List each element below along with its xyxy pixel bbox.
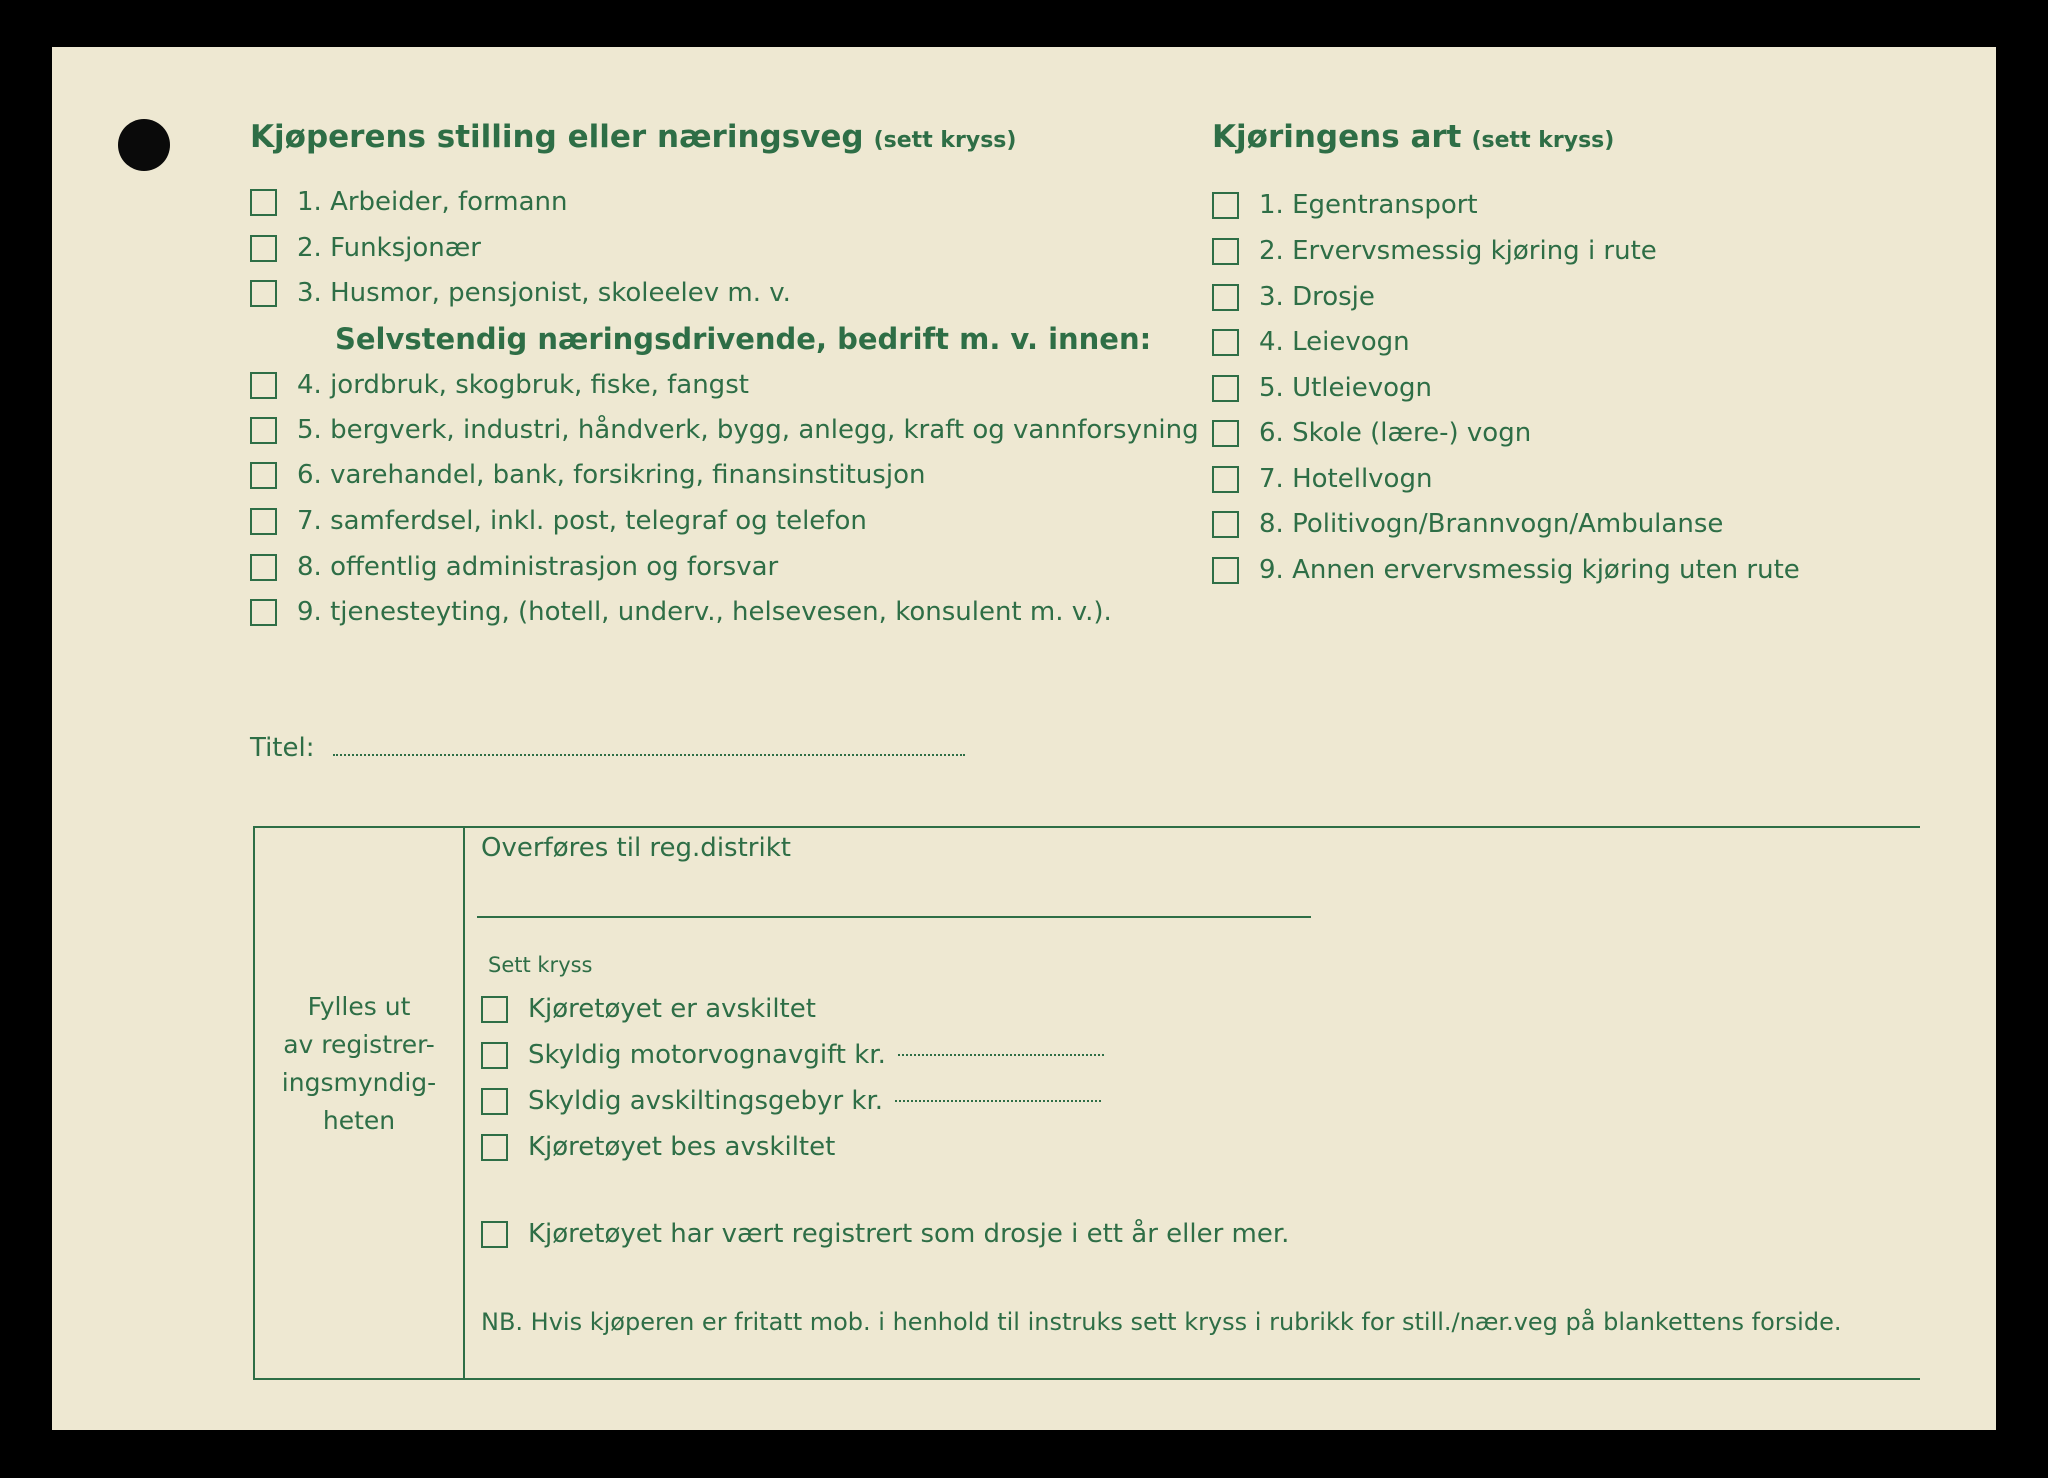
checkbox[interactable] bbox=[481, 996, 508, 1023]
box-divider bbox=[463, 828, 465, 1378]
checkbox[interactable] bbox=[1212, 511, 1239, 538]
option-label: 8. Politivogn/Brannvogn/Ambulanse bbox=[1259, 509, 1724, 539]
authority-option-motorvognavgift[interactable] bbox=[481, 1040, 1104, 1070]
buyer-occupation-title-text: Kjøperens stilling eller næringsveg bbox=[250, 119, 864, 155]
checkbox[interactable] bbox=[250, 508, 277, 535]
option-label: 6. Skole (lære-) vogn bbox=[1259, 418, 1532, 448]
driving-type-title bbox=[1212, 119, 1614, 155]
option-label: Kjøretøyet er avskiltet bbox=[528, 994, 816, 1024]
checkbox[interactable] bbox=[250, 417, 277, 444]
checkbox[interactable] bbox=[481, 1088, 508, 1115]
driving-type-title-text: Kjøringens art bbox=[1212, 119, 1462, 155]
option-label: 2. Ervervsmessig kjøring i rute bbox=[1259, 236, 1657, 266]
option-label: 9. Annen ervervsmessig kjøring uten rute bbox=[1259, 555, 1800, 585]
self-employed-subheading: Selvstendig næringsdrivende, bedrift m. v. innen: bbox=[335, 322, 1152, 356]
option-label: 8. offentlig administrasjon og forsvar bbox=[297, 552, 779, 582]
option-label: 5. bergverk, industri, håndverk, bygg, anlegg, kraft og vannforsyning bbox=[297, 415, 1199, 445]
checkbox[interactable] bbox=[1212, 557, 1239, 584]
occupation-option-6[interactable] bbox=[250, 460, 925, 490]
sett-kryss-label: Sett kryss bbox=[488, 953, 593, 977]
driving-option-2[interactable] bbox=[1212, 236, 1657, 266]
option-label: 3. Drosje bbox=[1259, 282, 1375, 312]
occupation-option-5[interactable] bbox=[250, 415, 1199, 445]
option-label: 1. Arbeider, formann bbox=[297, 187, 568, 217]
option-label: Skyldig motorvognavgift kr. bbox=[528, 1040, 886, 1070]
option-label: 9. tjenesteyting, (hotell, underv., helsevesen, konsulent m. v.). bbox=[297, 597, 1112, 627]
occupation-option-3[interactable] bbox=[250, 278, 791, 308]
option-label: 4. Leievogn bbox=[1259, 327, 1410, 357]
checkbox[interactable] bbox=[481, 1134, 508, 1161]
option-label: Skyldig avskiltingsgebyr kr. bbox=[528, 1086, 884, 1116]
transfer-district-line[interactable] bbox=[477, 916, 1311, 918]
occupation-option-7[interactable] bbox=[250, 506, 867, 536]
authority-option-avskiltingsgebyr[interactable] bbox=[481, 1086, 1101, 1116]
checkbox[interactable] bbox=[481, 1221, 508, 1248]
option-label: 7. samferdsel, inkl. post, telegraf og telefon bbox=[297, 506, 867, 536]
authority-option-drosje[interactable] bbox=[481, 1219, 1289, 1249]
checkbox[interactable] bbox=[250, 372, 277, 399]
checkbox[interactable] bbox=[1212, 375, 1239, 402]
authority-label-line: av registrer- bbox=[283, 1030, 435, 1059]
checkbox[interactable] bbox=[250, 189, 277, 216]
driving-option-9[interactable] bbox=[1212, 555, 1800, 585]
checkbox[interactable] bbox=[1212, 192, 1239, 219]
option-label: 5. Utleievogn bbox=[1259, 373, 1433, 403]
occupation-option-9[interactable] bbox=[250, 597, 1112, 627]
checkbox[interactable] bbox=[250, 554, 277, 581]
checkbox[interactable] bbox=[1212, 284, 1239, 311]
driving-type-hint: (sett kryss) bbox=[1471, 128, 1615, 153]
authority-option-bes-avskiltet[interactable] bbox=[481, 1132, 835, 1162]
driving-option-1[interactable] bbox=[1212, 190, 1478, 220]
driving-option-4[interactable] bbox=[1212, 327, 1410, 357]
authority-label bbox=[255, 988, 463, 1140]
occupation-option-1[interactable] bbox=[250, 187, 568, 217]
option-label: 2. Funksjonær bbox=[297, 233, 481, 263]
punch-hole bbox=[118, 119, 170, 171]
option-label: 6. varehandel, bank, forsikring, finansinstitusjon bbox=[297, 460, 926, 490]
transfer-district-label: Overføres til reg.distrikt bbox=[481, 833, 791, 863]
occupation-option-8[interactable] bbox=[250, 552, 778, 582]
checkbox[interactable] bbox=[250, 462, 277, 489]
option-label: 1. Egentransport bbox=[1259, 190, 1478, 220]
driving-option-8[interactable] bbox=[1212, 509, 1723, 539]
option-label: 7. Hotellvogn bbox=[1259, 464, 1433, 494]
occupation-option-2[interactable] bbox=[250, 233, 481, 263]
amount-dotted-line[interactable] bbox=[898, 1054, 1104, 1056]
checkbox[interactable] bbox=[250, 280, 277, 307]
driving-option-3[interactable] bbox=[1212, 282, 1375, 312]
checkbox[interactable] bbox=[250, 599, 277, 626]
titel-label: Titel: bbox=[250, 733, 315, 763]
checkbox[interactable] bbox=[250, 235, 277, 262]
nb-note: NB. Hvis kjøperen er fritatt mob. i henhold til instruks sett kryss i rubrikk for still./nær.veg på blankettens forside. bbox=[481, 1308, 1842, 1336]
driving-option-6[interactable] bbox=[1212, 418, 1531, 448]
amount-dotted-line[interactable] bbox=[895, 1100, 1101, 1102]
registration-authority-box bbox=[253, 826, 1920, 1380]
option-label: Kjøretøyet bes avskiltet bbox=[528, 1132, 836, 1162]
authority-label-line: ingsmyndig- bbox=[281, 1068, 437, 1097]
driving-option-7[interactable] bbox=[1212, 464, 1432, 494]
form-page bbox=[52, 47, 1996, 1430]
buyer-occupation-hint: (sett kryss) bbox=[873, 128, 1017, 153]
checkbox[interactable] bbox=[1212, 466, 1239, 493]
checkbox[interactable] bbox=[481, 1042, 508, 1069]
occupation-option-4[interactable] bbox=[250, 370, 749, 400]
driving-option-5[interactable] bbox=[1212, 373, 1432, 403]
buyer-occupation-title bbox=[250, 119, 1016, 155]
checkbox[interactable] bbox=[1212, 329, 1239, 356]
authority-label-line: heten bbox=[322, 1106, 396, 1135]
titel-field[interactable] bbox=[250, 733, 965, 763]
option-label: 3. Husmor, pensjonist, skoleelev m. v. bbox=[297, 278, 791, 308]
authority-label-line: Fylles ut bbox=[307, 992, 411, 1021]
checkbox[interactable] bbox=[1212, 420, 1239, 447]
option-label: Kjøretøyet har vært registrert som drosje i ett år eller mer. bbox=[528, 1219, 1290, 1249]
checkbox[interactable] bbox=[1212, 238, 1239, 265]
titel-dotted-line[interactable] bbox=[333, 754, 965, 756]
option-label: 4. jordbruk, skogbruk, fiske, fangst bbox=[297, 370, 749, 400]
authority-option-avskiltet[interactable] bbox=[481, 994, 816, 1024]
